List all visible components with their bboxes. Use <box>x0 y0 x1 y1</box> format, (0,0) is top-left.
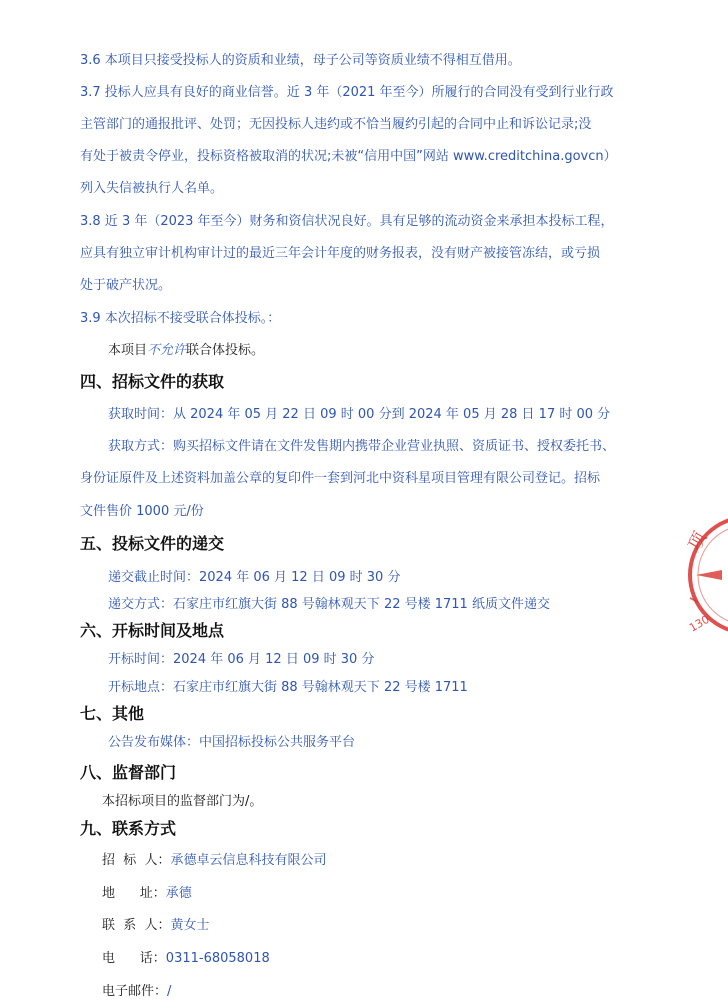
publish-media: 公告发布媒体：中国招标投标公共服务平台 <box>108 735 356 750</box>
opening-place: 开标地点：石家庄市红旗大街 88 号翰林观天下 22 号楼 1711 <box>108 680 468 695</box>
company-seal-stamp <box>678 510 728 640</box>
contact-tenderer <box>102 852 327 870</box>
clause-3-7-line-2: 主管部门的通报批评、处罚；无因投标人违约或不恰当履约引起的合同中止和诉讼记录;没 <box>80 117 592 132</box>
clause-3-9: 3.9 本次招标不接受联合体投标。： <box>80 311 281 326</box>
contact-person <box>102 917 210 935</box>
contact-value: 承德 <box>165 886 192 901</box>
clause-3-8-line-3: 处于破产状况。 <box>80 278 172 293</box>
section-4-title: 四、招标文件的获取 <box>80 372 225 391</box>
contact-value: 黄女士 <box>170 918 210 933</box>
section-7-title: 七、其他 <box>80 704 145 723</box>
clause-3-7-line-4: 列入失信被执行人名单。 <box>80 181 224 196</box>
section-9-title: 九、联系方式 <box>80 819 177 838</box>
submission-method: 递交方式：石家庄市红旗大街 88 号翰林观天下 22 号楼 1711 纸质文件递交 <box>108 597 550 612</box>
stamp-char: 项 <box>684 528 712 555</box>
acquisition-method-line-3: 文件售价 1000 元/份 <box>80 504 204 519</box>
opening-time: 开标时间：2024 年 06 月 12 日 09 时 30 分 <box>108 652 375 667</box>
supervision-text: 本招标项目的监督部门为/。 <box>102 794 263 809</box>
contact-value: 0311-68058018 <box>165 951 270 966</box>
clause-3-8-line-1: 3.8 近 3 年（2023 年至今）财务和资信状况良好。具有足够的流动资金来承担本投标工程， <box>80 214 614 229</box>
acquisition-method-line-2: 身份证原件及上述资料加盖公章的复印件一套到河北中资科星项目管理有限公司登记。招标 <box>80 471 601 486</box>
section-8-title: 八、监督部门 <box>80 763 177 782</box>
submission-deadline: 递交截止时间：2024 年 06 月 12 日 09 时 30 分 <box>108 570 401 585</box>
contact-label: 电子邮件： <box>102 984 168 999</box>
consortium-statement <box>108 342 264 360</box>
stamp-number: 130 <box>687 612 712 635</box>
contact-label: 电 话： <box>102 951 166 966</box>
clause-3-7-line-3: 有处于被责令停业，投标资格被取消的状况;未被“信用中国”网站 www.creditchina.govcn） <box>80 149 617 164</box>
contact-label: 地 址： <box>102 886 166 901</box>
contact-value: 承德卓云信息科技有限公司 <box>170 853 327 868</box>
consortium-value: 不允许 <box>147 343 187 358</box>
consortium-prefix: 本项目 <box>108 343 148 358</box>
contact-phone <box>102 950 270 968</box>
acquisition-time: 获取时间：从 2024 年 05 月 22 日 09 时 00 分到 2024 年 05 月 28 日 17 时 00 分 <box>108 407 611 422</box>
contact-value: / <box>167 984 172 999</box>
acquisition-method-line-1: 获取方式：购买招标文件请在文件发售期内携带企业营业执照、资质证书、授权委托书、 <box>108 439 616 454</box>
contact-email <box>102 983 171 1001</box>
clause-3-7-line-1: 3.7 投标人应具有良好的商业信誉。近 3 年（2021 年至今）所履行的合同没有受到行业行政 <box>80 85 614 100</box>
clause-3-8-line-2: 应具有独立审计机构审计过的最近三年会计年度的财务报表，没有财产被接管冻结，或亏损 <box>80 246 601 261</box>
section-6-title: 六、开标时间及地点 <box>80 621 225 640</box>
section-5-title: 五、投标文件的递交 <box>80 534 225 553</box>
consortium-suffix: 联合体投标。 <box>186 343 265 358</box>
contact-address <box>102 885 192 903</box>
contact-label: 联 系 人： <box>102 918 171 933</box>
contact-label: 招 标 人： <box>102 853 171 868</box>
clause-3-6: 3.6 本项目只接受投标人的资质和业绩，母子公司等资质业绩不得相互借用。 <box>80 53 521 68</box>
